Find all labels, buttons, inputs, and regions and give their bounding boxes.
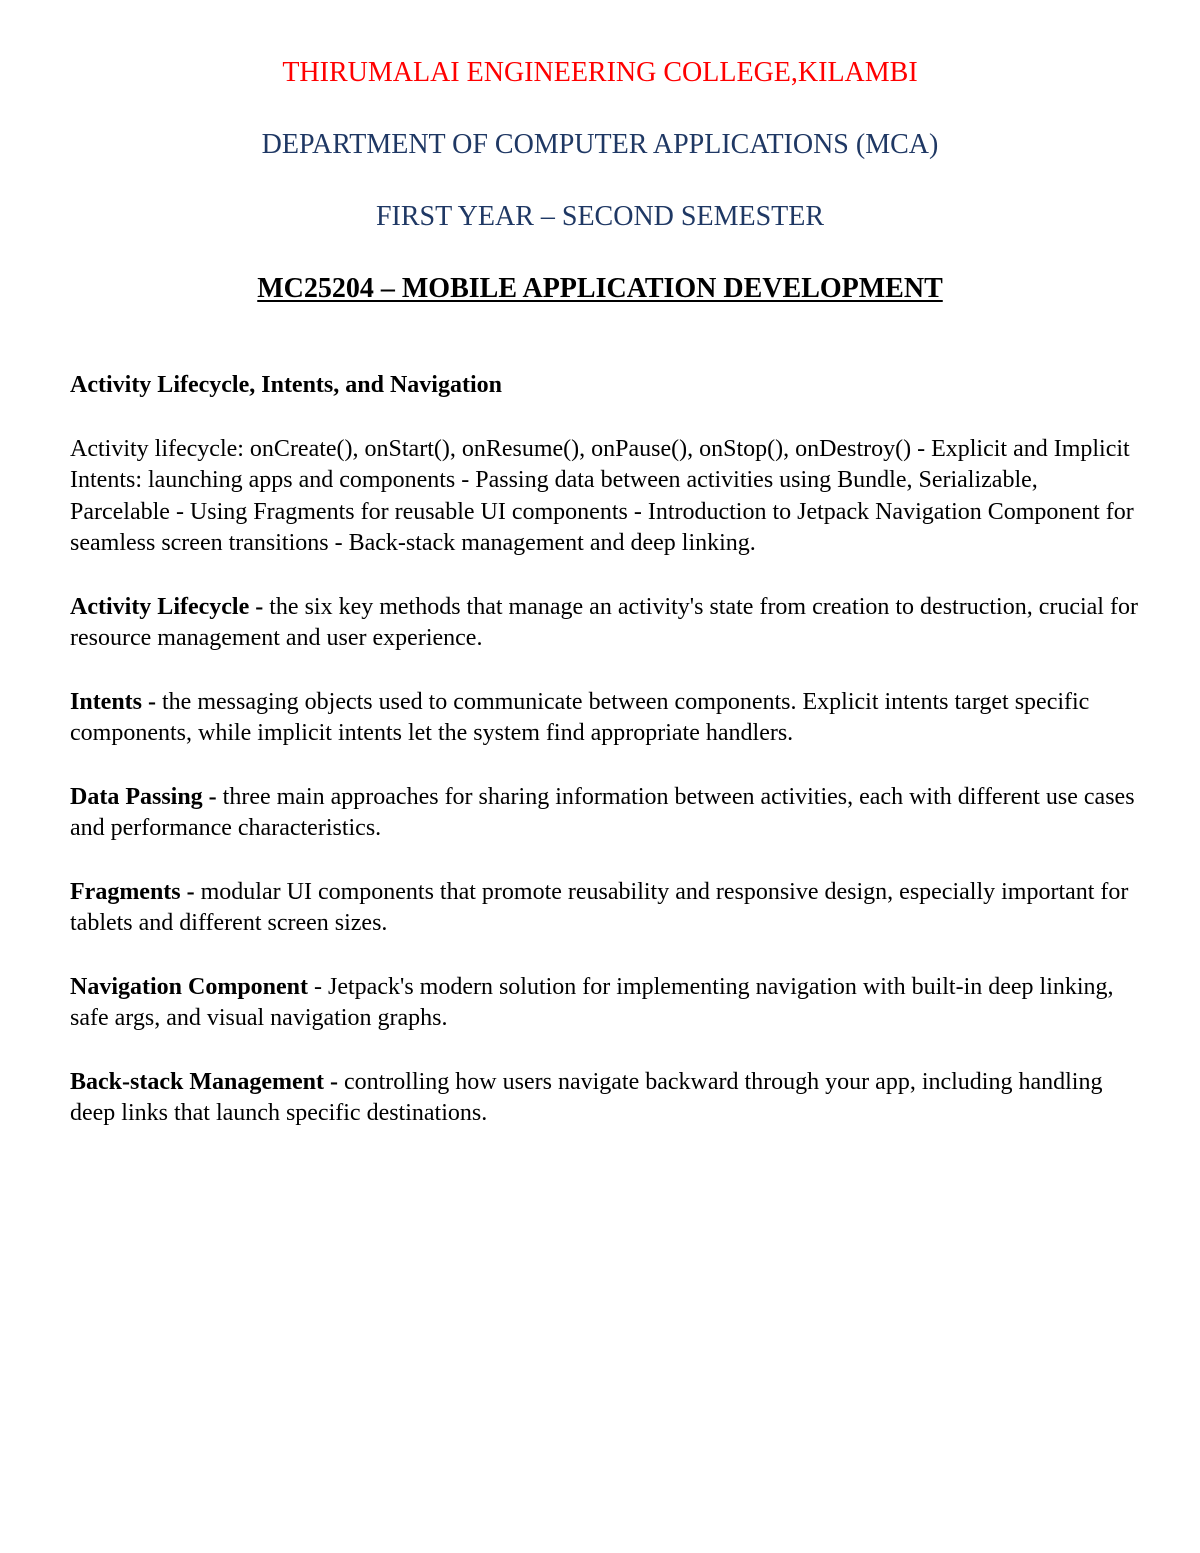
topic-description: the six key methods that manage an activity's state from creation to destruction, crucial for resource management and user experience. [70,593,1138,651]
semester-title: FIRST YEAR – SECOND SEMESTER [375,201,825,232]
college-name: THIRUMALAI ENGINEERING COLLEGE,KILAMBI [282,57,918,88]
topic-navigation-component [70,972,1140,1035]
topic-term: Intents - [70,688,157,715]
unit-syllabus: Activity lifecycle: onCreate(), onStart(), onResume(), onPause(), onStop(), onDestroy() - Explicit and Implicit Intents: launching apps and components - Passing data between activities using Bundle, Serializable, Parcelable - Using Fragments for reusable UI components - Introduction to Jetpack Navigation Component for seamless screen transitions - Back-stack management and deep linking. [70,435,1134,556]
topic-term: Back-stack Management - [70,1068,338,1095]
topic-description: - Jetpack's modern solution for implementing navigation with built-in deep linking, safe args, and visual navigation graphs. [70,973,1114,1031]
course-title: MC25204 – MOBILE APPLICATION DEVELOPMENT [257,273,943,304]
topic-description: the messaging objects used to communicate between components. Explicit intents target specific components, while implicit intents let the system find appropriate handlers. [70,688,1090,746]
document-body [70,370,1140,1162]
topic-activity-lifecycle [70,592,1140,655]
topic-fragments [70,877,1140,940]
topic-term: Navigation Component [70,973,309,1000]
topic-back-stack-management [70,1067,1140,1130]
topic-description: modular UI components that promote reusability and responsive design, especially important for tablets and different screen sizes. [70,878,1129,936]
department-name: DEPARTMENT OF COMPUTER APPLICATIONS (MCA) [261,129,939,160]
topic-description: three main approaches for sharing information between activities, each with different use cases and performance characteristics. [70,783,1135,841]
topic-term: Fragments - [70,878,195,905]
topic-term: Activity Lifecycle - [70,593,264,620]
unit-title: Activity Lifecycle, Intents, and Navigation [70,372,502,398]
topic-data-passing [70,782,1140,845]
topic-description: controlling how users navigate backward through your app, including handling deep links that launch specific destinations. [70,1068,1103,1126]
topic-intents [70,687,1140,750]
topic-term: Data Passing - [70,783,217,810]
